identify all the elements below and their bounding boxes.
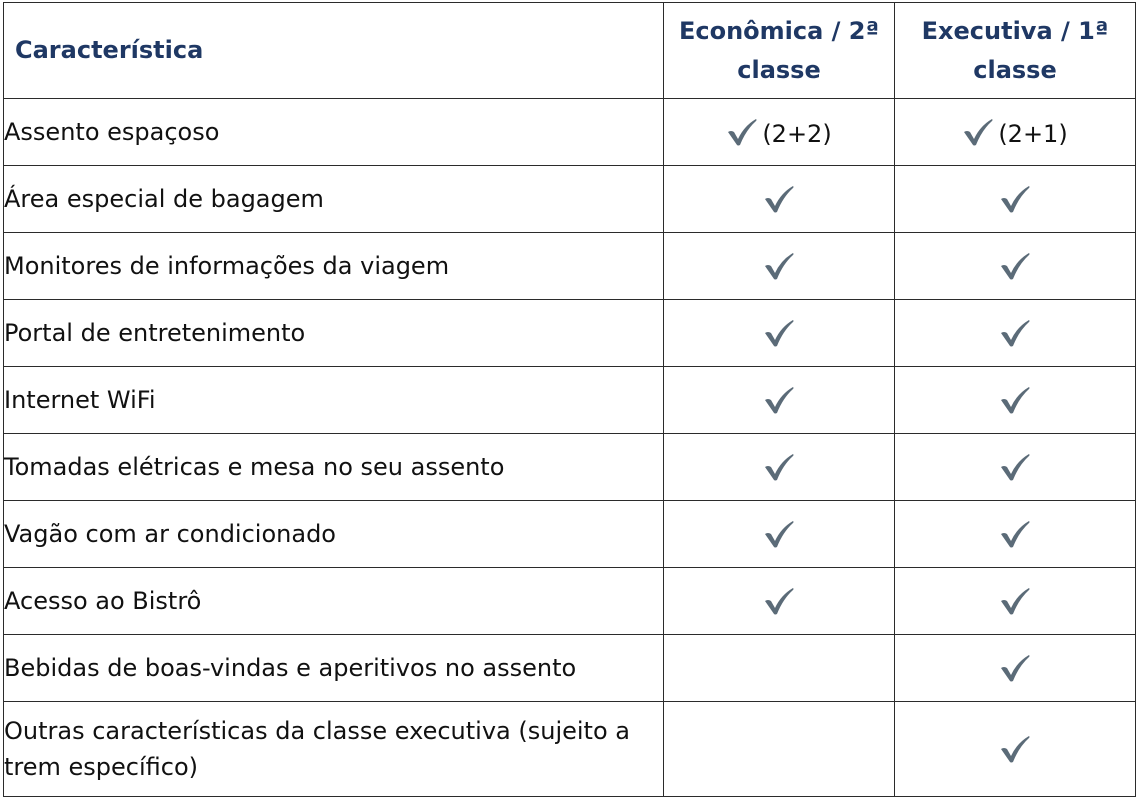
feature-label: Monitores de informações da viagem xyxy=(4,233,664,300)
executive-cell xyxy=(895,568,1136,635)
header-executive: Executiva / 1ª classe xyxy=(895,3,1136,99)
table-row xyxy=(4,635,1136,702)
table-row xyxy=(4,99,1136,166)
check-mark-icon xyxy=(763,452,795,482)
check-mark-icon xyxy=(999,586,1031,616)
check-mark-icon xyxy=(962,117,994,147)
economy-cell xyxy=(664,635,895,702)
executive-cell xyxy=(895,702,1136,797)
executive-cell xyxy=(895,166,1136,233)
table-row xyxy=(4,702,1136,797)
executive-cell xyxy=(895,501,1136,568)
feature-label: Internet WiFi xyxy=(4,367,664,434)
class-comparison-table xyxy=(3,2,1136,797)
check-mark-icon xyxy=(763,251,795,281)
seat-layout-note: (2+2) xyxy=(762,120,832,148)
feature-label: Vagão com ar condicionado xyxy=(4,501,664,568)
table-row xyxy=(4,501,1136,568)
executive-cell xyxy=(895,99,1136,166)
economy-cell xyxy=(664,99,895,166)
table-row xyxy=(4,300,1136,367)
check-mark-icon xyxy=(763,318,795,348)
header-row xyxy=(4,3,1136,99)
economy-cell xyxy=(664,300,895,367)
check-mark-icon xyxy=(999,251,1031,281)
economy-cell xyxy=(664,233,895,300)
feature-label: Bebidas de boas-vindas e aperitivos no assento xyxy=(4,635,664,702)
table-row xyxy=(4,568,1136,635)
check-mark-icon xyxy=(999,184,1031,214)
check-mark-icon xyxy=(763,519,795,549)
feature-label: Portal de entretenimento xyxy=(4,300,664,367)
economy-cell xyxy=(664,501,895,568)
economy-cell xyxy=(664,166,895,233)
economy-cell xyxy=(664,367,895,434)
check-mark-icon xyxy=(763,586,795,616)
header-feature: Característica xyxy=(4,3,664,99)
executive-cell xyxy=(895,367,1136,434)
table-row xyxy=(4,233,1136,300)
check-mark-icon xyxy=(999,452,1031,482)
economy-cell xyxy=(664,434,895,501)
seat-layout-note: (2+1) xyxy=(998,120,1068,148)
economy-cell xyxy=(664,702,895,797)
feature-label: Acesso ao Bistrô xyxy=(4,568,664,635)
check-mark-icon xyxy=(999,734,1031,764)
check-mark-icon xyxy=(999,318,1031,348)
executive-cell xyxy=(895,635,1136,702)
check-mark-icon xyxy=(999,385,1031,415)
executive-cell xyxy=(895,434,1136,501)
feature-label: Área especial de bagagem xyxy=(4,166,664,233)
check-mark-icon xyxy=(999,519,1031,549)
header-economy: Econômica / 2ª classe xyxy=(664,3,895,99)
check-mark-icon xyxy=(763,184,795,214)
feature-label: Tomadas elétricas e mesa no seu assento xyxy=(4,434,664,501)
table-row xyxy=(4,434,1136,501)
check-mark-icon xyxy=(999,653,1031,683)
table-row xyxy=(4,367,1136,434)
check-mark-icon xyxy=(763,385,795,415)
economy-cell xyxy=(664,568,895,635)
feature-label: Assento espaçoso xyxy=(4,99,664,166)
executive-cell xyxy=(895,233,1136,300)
check-mark-icon xyxy=(726,117,758,147)
table-row xyxy=(4,166,1136,233)
feature-label: Outras características da classe executiva (sujeito a trem específico) xyxy=(4,702,664,797)
executive-cell xyxy=(895,300,1136,367)
